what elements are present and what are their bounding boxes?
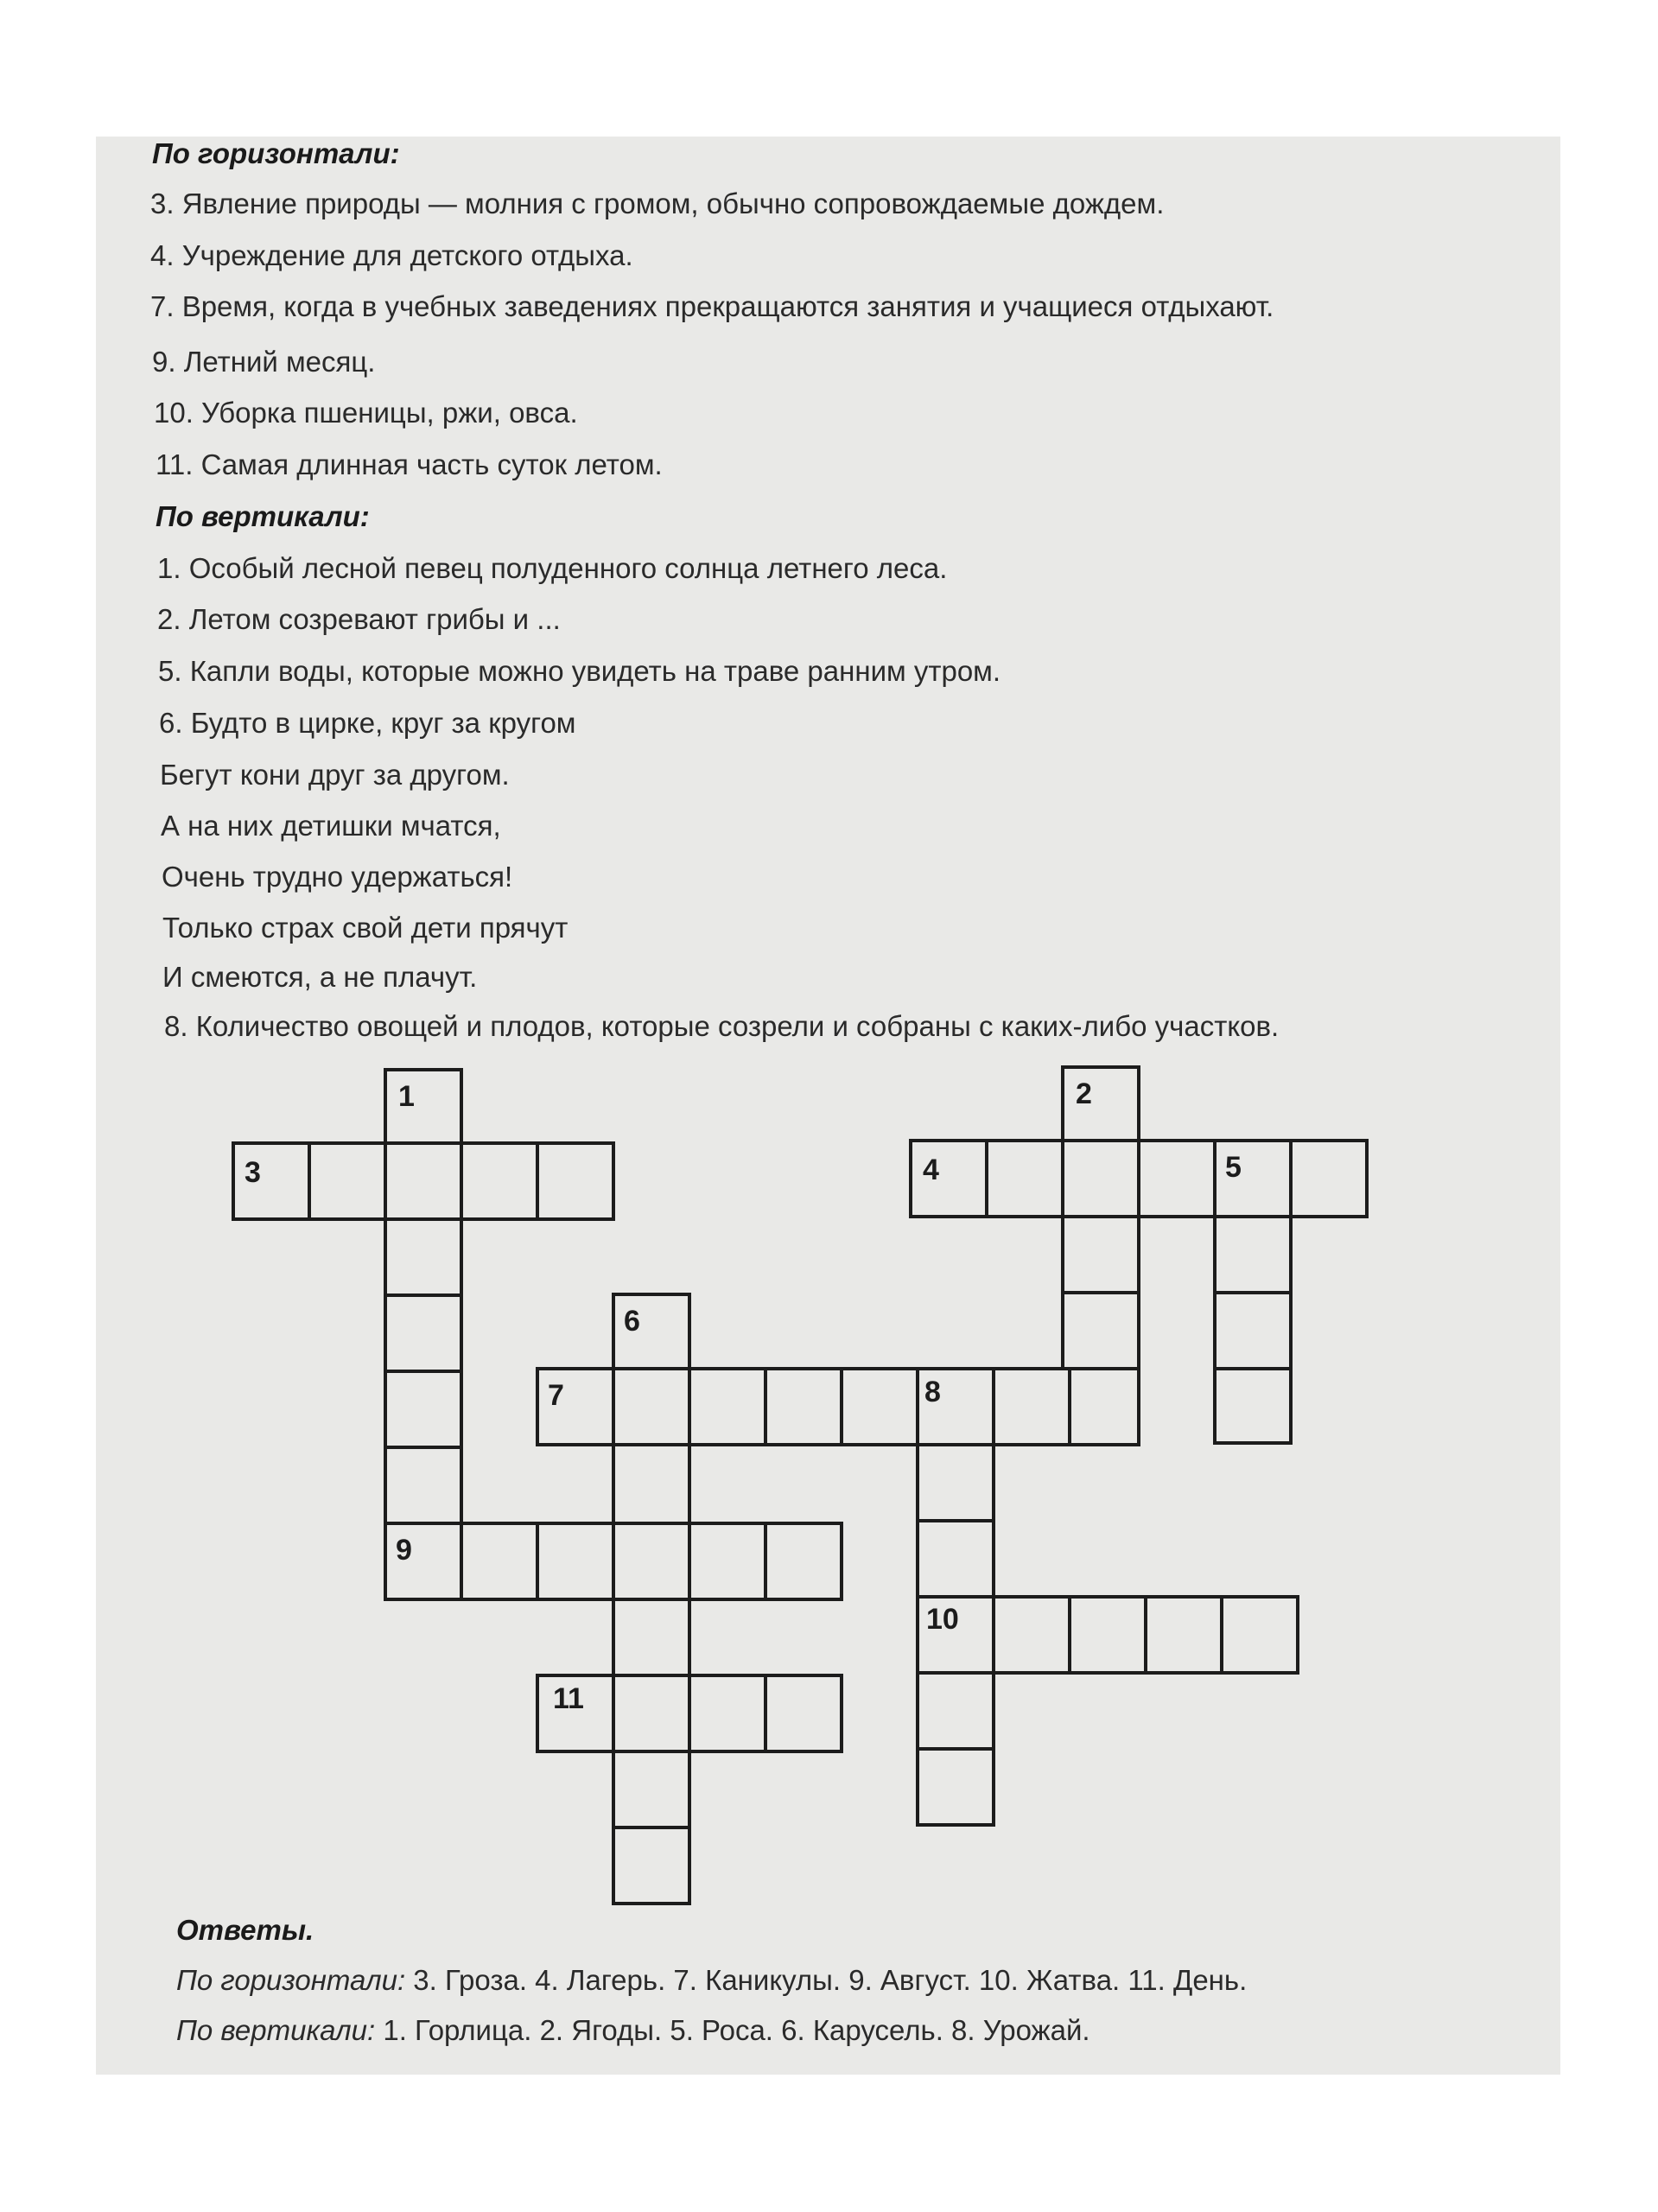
clue-across-9: 9. Летний месяц. [152,346,376,378]
clue-down-2: 2. Летом созревают грибы и ... [157,603,561,635]
grid-cell[interactable] [537,1523,613,1599]
grid-cell[interactable] [385,1219,461,1295]
grid-cell[interactable] [613,1751,689,1827]
clue-across-3: 3. Явление природы — молния с громом, обычно сопровождаемые дождем. [150,188,1165,219]
grid-cell[interactable] [1063,1141,1139,1217]
down-heading: По вертикали: [156,500,370,532]
grid-cell[interactable] [1139,1141,1215,1217]
grid-cell[interactable] [613,1523,689,1599]
grid-cell[interactable] [613,1599,689,1675]
grid-cell[interactable] [1063,1217,1139,1293]
answers-across-text: 3. Гроза. 4. Лагерь. 7. Каникулы. 9. Август. 10. Жатва. 11. День. [405,1964,1248,1996]
clue-across-10: 10. Уборка пшеницы, ржи, овса. [154,397,578,429]
grid-cell[interactable] [842,1369,918,1445]
grid-cell[interactable] [918,1521,994,1597]
grid-cell[interactable] [461,1143,537,1219]
grid-number-7: 7 [548,1379,564,1412]
grid-cell[interactable] [537,1143,613,1219]
grid-cell[interactable] [385,1143,461,1219]
answers-down-label: По вертикали: [176,2014,376,2046]
grid-number-2: 2 [1076,1077,1092,1110]
answers-down [176,2013,1090,2048]
riddle-line-3: А на них детишки мчатся, [161,810,501,842]
grid-cell[interactable] [613,1445,689,1523]
grid-number-4: 4 [923,1154,939,1186]
clue-across-11: 11. Самая длинная часть суток летом. [156,448,663,480]
grid-cell[interactable] [765,1369,842,1445]
riddle-line-2: Бегут кони друг за другом. [160,759,510,791]
grid-cell[interactable] [613,1369,689,1445]
grid-cell[interactable] [1070,1597,1146,1673]
grid-cell[interactable] [918,1673,994,1749]
grid-number-9: 9 [396,1534,412,1567]
answers-across-label: По горизонтали: [176,1964,406,1996]
grid-cell[interactable] [1291,1141,1367,1217]
clue-across-4: 4. Учреждение для детского отдыха. [150,239,633,271]
grid-cell[interactable] [689,1523,765,1599]
riddle-line-4: Очень трудно удержаться! [162,861,513,893]
grid-cell[interactable] [987,1141,1063,1217]
grid-cell[interactable] [385,1295,461,1371]
grid-cell[interactable] [385,1070,461,1143]
clue-across-7: 7. Время, когда в учебных заведениях прекращаются занятия и учащиеся отдыхают. [150,290,1274,322]
grid-cell[interactable] [1215,1217,1291,1293]
grid-cell[interactable] [1063,1293,1139,1369]
grid-cell[interactable] [1222,1597,1298,1673]
grid-cell[interactable] [1070,1369,1139,1445]
answers-across [176,1963,1247,1998]
grid-cell[interactable] [994,1369,1070,1445]
grid-cell[interactable] [689,1675,765,1751]
grid-cell[interactable] [1215,1369,1291,1443]
grid-cell[interactable] [1063,1067,1139,1141]
grid-cell[interactable] [1215,1293,1291,1369]
clue-down-5: 5. Капли воды, которые можно увидеть на траве ранним утром. [158,655,1001,687]
grid-cell[interactable] [765,1523,842,1599]
grid-cell[interactable] [918,1749,994,1825]
riddle-line-6: И смеются, а не плачут. [162,961,478,993]
grid-cell[interactable] [385,1371,461,1447]
grid-number-11: 11 [553,1682,584,1715]
grid-number-5: 5 [1225,1151,1242,1184]
grid-number-3: 3 [245,1156,261,1189]
grid-cell[interactable] [689,1369,765,1445]
clue-down-8: 8. Количество овощей и плодов, которые созрели и собраны с каких-либо участков. [164,1010,1280,1042]
grid-number-6: 6 [624,1305,640,1338]
riddle-line-5: Только страх свой дети прячут [162,912,569,944]
grid-cell[interactable] [918,1445,994,1521]
grid-cell[interactable] [994,1597,1070,1673]
grid-cell[interactable] [309,1143,385,1219]
grid-cell[interactable] [461,1523,537,1599]
answers-down-text: 1. Горлица. 2. Ягоды. 5. Роса. 6. Карусель. 8. Урожай. [375,2014,1090,2046]
answers-heading: Ответы. [176,1914,314,1946]
grid-number-8: 8 [924,1376,941,1408]
grid-cell[interactable] [385,1447,461,1523]
grid-number-1: 1 [398,1080,415,1113]
across-heading: По горизонтали: [152,137,400,169]
grid-cell[interactable] [1146,1597,1222,1673]
grid-number-10: 10 [926,1603,959,1636]
clue-down-6: 6. Будто в цирке, круг за кругом [159,707,576,739]
grid-cell[interactable] [613,1675,689,1751]
grid-cell[interactable] [765,1675,842,1751]
clue-down-1: 1. Особый лесной певец полуденного солнца летнего леса. [157,552,948,584]
grid-cell[interactable] [613,1827,689,1904]
